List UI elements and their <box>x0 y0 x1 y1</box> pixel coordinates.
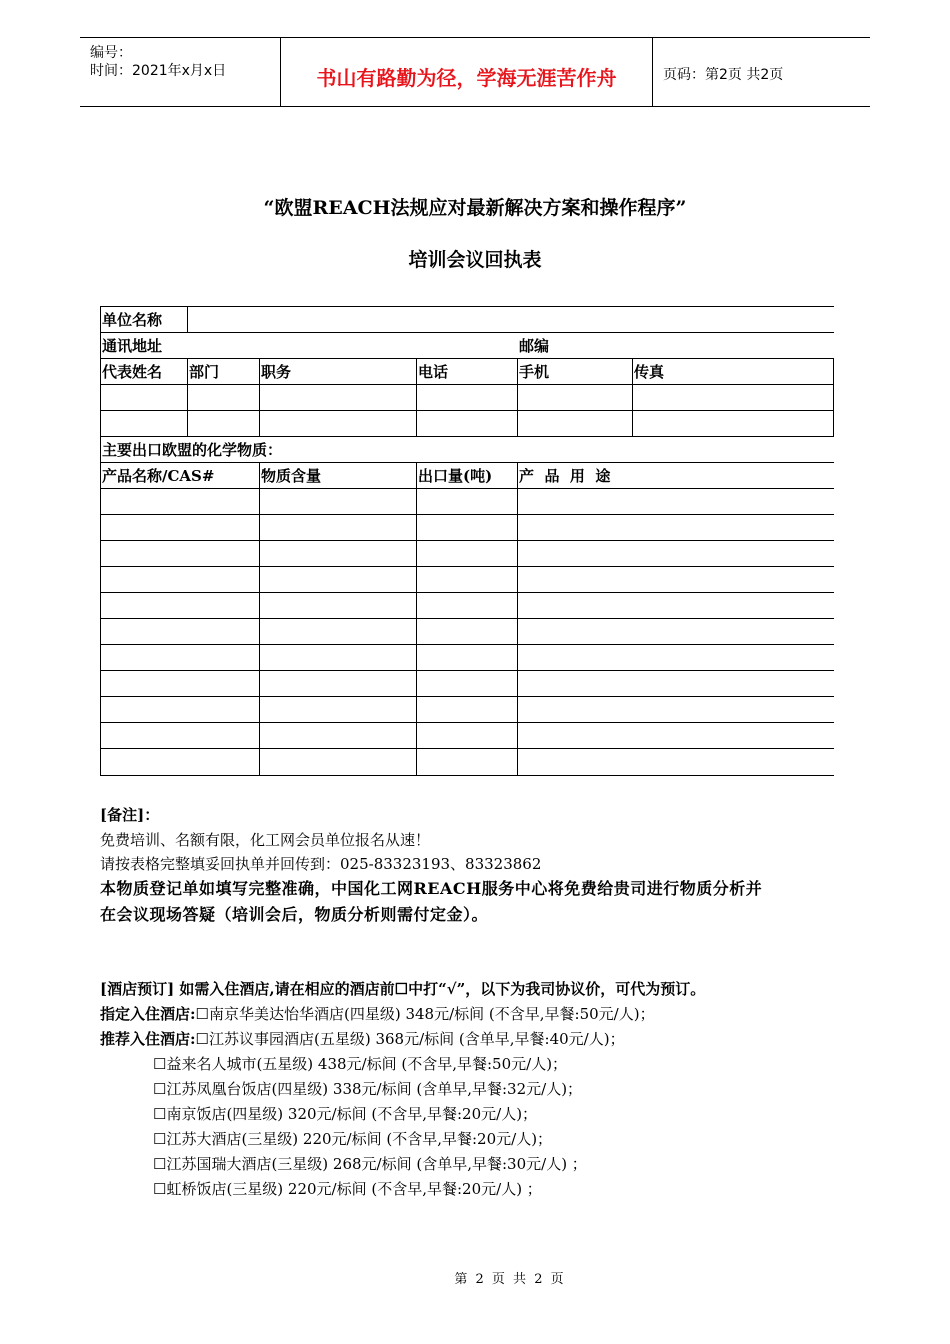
grid-line <box>100 332 834 333</box>
fax-label: 传真 <box>634 363 665 381</box>
hotel-option[interactable]: ☐南京华美达怡华酒店(四星级) 348元/标间 (不含早,早餐:50元/人)； <box>195 1005 655 1023</box>
hotel-option[interactable]: ☐江苏凤凰台饭店(四星级) 338元/标间 (含单早,早餐:32元/人)； <box>153 1080 583 1098</box>
notes-line: 请按表格完整填妥回执单并回传到：025-83323193、83323862 <box>100 855 542 873</box>
hotel-designated <box>100 1003 655 1025</box>
grid-line <box>100 722 834 723</box>
hotel-option[interactable]: ☐江苏大酒店(三星级) 220元/标间 (不含早,早餐:20元/人)； <box>153 1130 553 1148</box>
hotel-recommended <box>100 1028 625 1050</box>
page-footer: 第 2 页 共 2 页 <box>454 1272 566 1287</box>
position-label: 职务 <box>261 363 292 381</box>
hotel-option[interactable]: ☐虹桥饭店(三星级) 220元/标间 (不含早,早餐:20元/人) ； <box>153 1180 542 1198</box>
grid-line <box>416 462 417 776</box>
hotel-option[interactable]: ☐江苏议事园酒店(五星级) 368元/标间 (含单早,早餐:40元/人)； <box>195 1030 625 1048</box>
grid-line <box>100 592 834 593</box>
header-page-info: 页码：第2页 共2页 <box>663 67 784 83</box>
grid-line <box>632 358 633 436</box>
address-label: 通讯地址 <box>102 337 163 355</box>
grid-line <box>259 358 260 436</box>
grid-line <box>100 775 834 776</box>
grid-line <box>100 488 834 489</box>
phone-label: 电话 <box>418 363 449 381</box>
unit-name-label: 单位名称 <box>102 311 163 329</box>
grid-line <box>100 514 834 515</box>
grid-line <box>100 566 834 567</box>
grid-line <box>100 748 834 749</box>
hotel-intro: [酒店预订] 如需入住酒店,请在相应的酒店前☐中打“√”，以下为我司协议价，可代为预订。 <box>100 980 706 998</box>
time-label: 时间：2021年x月x日 <box>90 63 227 79</box>
grid-line <box>517 462 518 776</box>
grid-line <box>100 384 834 385</box>
hotel-option[interactable]: ☐南京饭店(四星级) 320元/标间 (不含早,早餐:20元/人)； <box>153 1105 538 1123</box>
export-volume-label: 出口量(吨) <box>418 467 493 485</box>
grid-line <box>517 358 518 436</box>
grid-line <box>416 358 417 436</box>
hotel-option[interactable]: ☐江苏国瑞大酒店(三星级) 268元/标间 (含单早,早餐:30元/人) ； <box>153 1155 587 1173</box>
grid-line <box>833 358 834 436</box>
grid-line <box>100 670 834 671</box>
page-header <box>80 37 870 107</box>
grid-line <box>100 436 834 437</box>
grid-line <box>259 462 260 776</box>
designated-label: 指定入住酒店: <box>100 1005 196 1023</box>
notes-heading: [备注]： <box>100 806 160 824</box>
serial-label: 编号： <box>90 45 132 61</box>
grid-line <box>100 410 834 411</box>
chem-section-label: 主要出口欧盟的化学物质： <box>102 441 283 459</box>
rep-name-label: 代表姓名 <box>102 363 163 381</box>
document-subtitle: 培训会议回执表 <box>408 249 542 271</box>
header-meta <box>80 38 281 106</box>
header-motto: 书山有路勤为径，学海无涯苦作舟 <box>281 38 653 106</box>
mobile-label: 手机 <box>519 363 550 381</box>
grid-line <box>100 540 834 541</box>
notes-line-bold: 本物质登记单如填写完整准确，中国化工网REACH服务中心将免费给贵司进行物质分析并 <box>100 879 763 898</box>
grid-line <box>187 306 188 332</box>
grid-line <box>100 306 101 776</box>
dept-label: 部门 <box>189 363 220 381</box>
content-label: 物质含量 <box>261 467 322 485</box>
notes-line-bold: 在会议现场答疑（培训会后，物质分析则需付定金）。 <box>100 905 489 924</box>
registration-form <box>100 306 834 776</box>
grid-line <box>100 696 834 697</box>
product-name-label: 产品名称/CAS# <box>102 467 215 485</box>
grid-line <box>100 306 834 307</box>
usage-label: 产 品 用 途 <box>519 467 611 485</box>
postcode-label: 邮编 <box>519 337 550 355</box>
recommended-label: 推荐入住酒店: <box>100 1030 196 1048</box>
grid-line <box>100 358 834 359</box>
grid-line <box>100 618 834 619</box>
grid-line <box>187 358 188 436</box>
grid-line <box>100 462 834 463</box>
hotel-option[interactable]: ☐益来名人城市(五星级) 438元/标间 (不含早,早餐:50元/人)； <box>153 1055 568 1073</box>
grid-line <box>100 644 834 645</box>
document-title: “欧盟REACH法规应对最新解决方案和操作程序” <box>263 197 687 219</box>
notes-line: 免费培训、名额有限，化工网会员单位报名从速！ <box>100 831 431 849</box>
